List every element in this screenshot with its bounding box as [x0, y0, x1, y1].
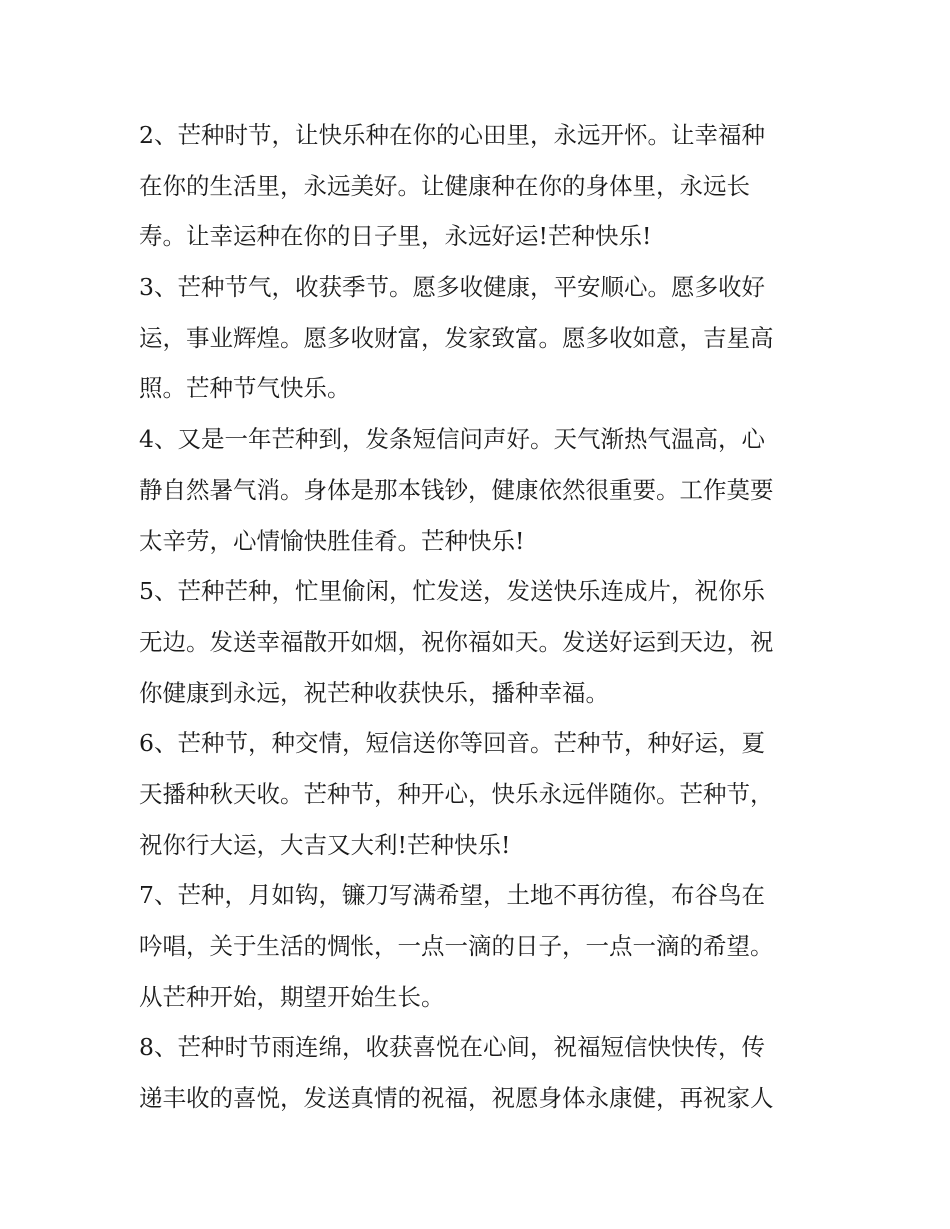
text-line: 运，事业辉煌。愿多收财富，发家致富。愿多收如意，吉星高	[139, 323, 774, 352]
paragraph-4	[139, 414, 819, 566]
text-line: 从芒种开始，期望开始生长。	[139, 982, 445, 1011]
text-line: 5、芒种芒种，忙里偷闲，忙发送，发送快乐连成片，祝你乐	[139, 577, 765, 606]
document-body	[139, 110, 819, 1124]
paragraph-8	[139, 1022, 819, 1123]
text-line: 吟唱，关于生活的惆怅，一点一滴的日子，一点一滴的希望。	[139, 932, 774, 960]
paragraph-6	[139, 718, 819, 870]
text-line: 在你的生活里，永远美好。让健康种在你的身体里，永远长	[139, 171, 750, 200]
text-line: 照。芒种节气快乐。	[139, 374, 351, 403]
text-line: 静自然暑气消。身体是那本钱钞，健康依然很重要。工作莫要	[139, 475, 774, 504]
text-line: 祝你行大运，大吉又大利!芒种快乐!	[139, 830, 511, 859]
text-line: 寿。让幸运种在你的日子里，永远好运!芒种快乐!	[139, 222, 652, 251]
paragraph-7	[139, 870, 819, 1022]
text-line: 3、芒种节气，收获季节。愿多收健康，平安顺心。愿多收好	[139, 273, 765, 302]
text-line: 4、又是一年芒种到，发条短信问声好。天气渐热气温高，心	[139, 425, 765, 454]
text-line: 递丰收的喜悦，发送真情的祝福，祝愿身体永康健，再祝家人	[139, 1084, 774, 1113]
text-line: 无边。发送幸福散开如烟，祝你福如天。发送好运到天边，祝	[139, 627, 774, 656]
text-line: 太辛劳，心情愉快胜佳肴。芒种快乐!	[139, 526, 525, 555]
text-line: 6、芒种节，种交情，短信送你等回音。芒种节，种好运，夏	[139, 729, 765, 758]
text-line: 你健康到永远，祝芒种收获快乐，播种幸福。	[139, 678, 609, 707]
paragraph-3	[139, 262, 819, 414]
text-line: 8、芒种时节雨连绵，收获喜悦在心间，祝福短信快快传，传	[139, 1033, 765, 1062]
paragraph-5	[139, 566, 819, 718]
text-line: 2、芒种时节，让快乐种在你的心田里，永远开怀。让幸福种	[139, 121, 765, 149]
text-line: 天播种秋天收。芒种节，种开心，快乐永远伴随你。芒种节，	[139, 779, 774, 808]
text-line: 7、芒种，月如钩，镰刀写满希望，土地不再彷徨，布谷鸟在	[139, 881, 765, 910]
paragraph-2	[139, 110, 819, 262]
